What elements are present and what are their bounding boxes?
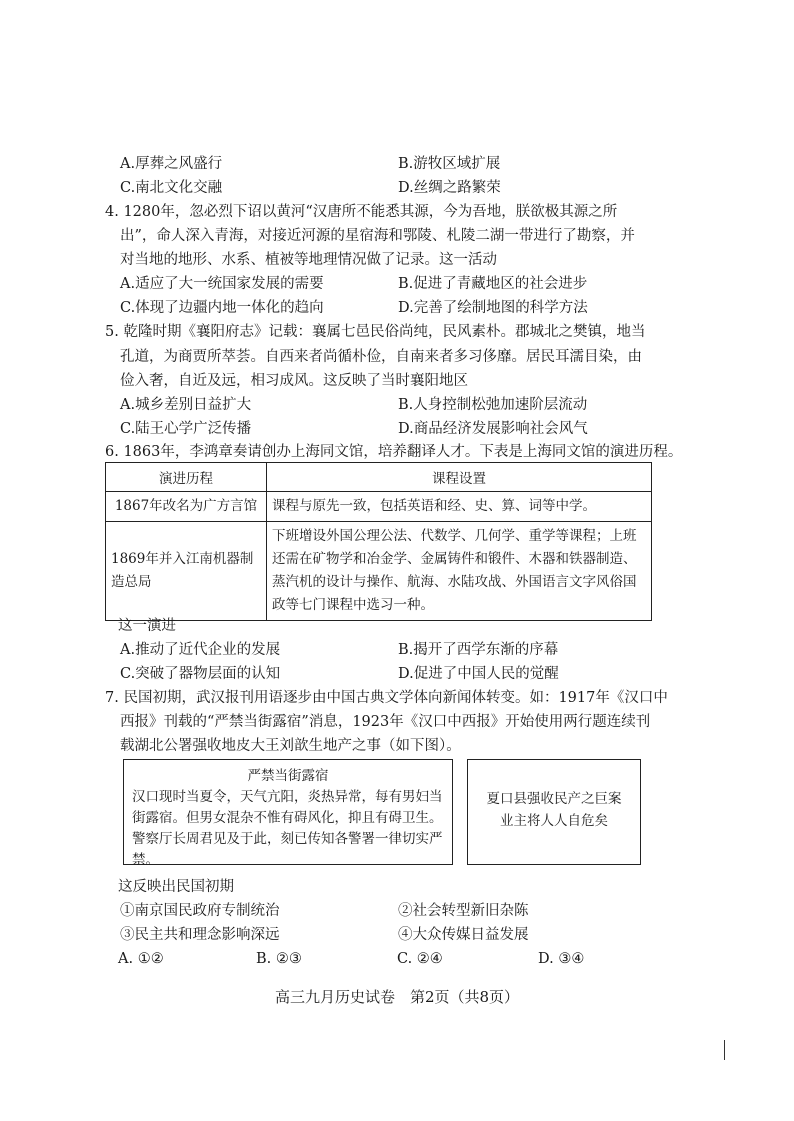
q7-statement-4: ④大众传媒日益发展 <box>398 927 529 943</box>
q5-option-d: D.商品经济发展影响社会风气 <box>398 421 588 437</box>
q7-statement-1: ①南京国民政府专制统治 <box>120 903 280 919</box>
page-footer: 高三九月历史试卷 第2页（共8页） <box>274 988 520 1006</box>
q4-option-b: B.促进了青藏地区的社会进步 <box>398 276 588 292</box>
q4-option-c: C.体现了边疆内地一体化的趋向 <box>120 300 324 316</box>
clipping-headline: 夏口县强收民产之巨案 业主将人人自危矣 <box>486 791 622 829</box>
q4-stem-line-1: 4. 1280年，忽必烈下诏以黄河“汉唐所不能悉其源，今为吾地，朕欲极其源之所 <box>105 204 618 220</box>
q3-option-a: A.厚葬之风盛行 <box>120 156 223 172</box>
q7-option-a: A. ①② <box>118 951 164 967</box>
table-header-cell: 课程设置 <box>267 463 652 492</box>
q7-statement-2: ②社会转型新旧杂陈 <box>398 903 529 919</box>
q4-option-d: D.完善了绘制地图的科学方法 <box>398 300 588 316</box>
q7-lead: 这反映出民国初期 <box>118 879 234 895</box>
clipping-title: 严禁当街露宿 <box>247 768 329 784</box>
q7-stem-line-1: 7. 民国初期，武汉报刊用语逐步由中国古典文学体向新闻体转变。如：1917年《汉口中 <box>105 690 668 706</box>
q6-stem: 6. 1863年，李鸿章奏请创办上海同文馆，培养翻译人才。下表是上海同文馆的演进历程。 <box>105 444 683 460</box>
newspaper-clipping-right <box>467 759 641 865</box>
q7-stem-line-3: 载湖北公署强收地皮大王刘歆生地产之事（如下图）。 <box>120 738 461 754</box>
q6-table <box>105 462 652 621</box>
q7-stem-line-2: 西报》刊载的“严禁当街露宿”消息，1923年《汉口中西报》开始使用两行题连续刊 <box>120 714 651 730</box>
q6-option-c: C.突破了器物层面的认知 <box>120 666 281 682</box>
q6-option-b: B.揭开了西学东渐的序幕 <box>398 642 559 658</box>
q5-stem-line-3: 俭入奢，自近及远，相习成风。这反映了当时襄阳地区 <box>120 373 468 389</box>
table-header-row <box>106 463 652 492</box>
table-cell: 1869年并入江南机器制造总局 <box>106 522 267 621</box>
q4-option-a: A.适应了大一统国家发展的需要 <box>120 276 324 292</box>
clipping-body: 汉口现时当夏令，天气亢阳，炎热异常，每有男妇当街露宿。但男女混杂不惟有碍风化，抑且有碍卫生。警察厅长周君见及于此，刻已传知各警署一律切实严禁。 <box>132 789 443 868</box>
q5-option-c: C.陆王心学广泛传播 <box>120 421 252 437</box>
table-header-cell: 演进历程 <box>106 463 267 492</box>
q6-option-d: D.促进了中国人民的觉醒 <box>398 666 559 682</box>
q5-option-b: B.人身控制松弛加速阶层流动 <box>398 397 588 413</box>
q7-option-d: D. ③④ <box>538 951 585 967</box>
table-row <box>106 492 652 522</box>
table-cell: 1867年改名为广方言馆 <box>106 492 267 522</box>
q4-stem-line-2: 出”，命人深入青海，对接近河源的星宿海和鄂陵、札陵二湖一带进行了勘察，并 <box>120 228 635 244</box>
q7-option-b: B. ②③ <box>256 951 302 967</box>
q3-option-d: D.丝绸之路繁荣 <box>398 180 501 196</box>
q5-stem-line-2: 孔道，为商贾所萃荟。自西来者尚循朴俭，自南来者多习侈靡。居民耳濡目染，由 <box>120 349 642 365</box>
newspaper-clipping-left <box>123 759 453 868</box>
q3-option-b: B.游牧区域扩展 <box>398 156 501 172</box>
q7-option-c: C. ②④ <box>397 951 443 967</box>
q6-lead: 这一演进 <box>118 618 176 634</box>
table-cell: 下班增设外国公理公法、代数学、几何学、重学等课程；上班还需在矿物学和冶金学、金属铸件和锻件、木器和铁器制造、蒸汽机的设计与操作、航海、水陆攻战、外国语言文字风俗国政等七门课程中选习一种。 <box>267 522 652 621</box>
q6-option-a: A.推动了近代企业的发展 <box>120 642 281 658</box>
q3-option-c: C.南北文化交融 <box>120 180 223 196</box>
table-row <box>106 522 652 621</box>
table-cell: 课程与原先一致，包括英语和经、史、算、词等中学。 <box>267 492 652 522</box>
q5-option-a: A.城乡差别日益扩大 <box>120 397 252 413</box>
q5-stem-line-1: 5. 乾隆时期《襄阳府志》记载：襄属七邑民俗尚纯，民风素朴。郡城北之樊镇，地当 <box>105 324 646 340</box>
q4-stem-line-3: 对当地的地形、水系、植被等地理情况做了记录。这一活动 <box>120 252 497 268</box>
q7-statement-3: ③民主共和理念影响深远 <box>120 927 280 943</box>
scan-edge-mark <box>724 1040 725 1060</box>
